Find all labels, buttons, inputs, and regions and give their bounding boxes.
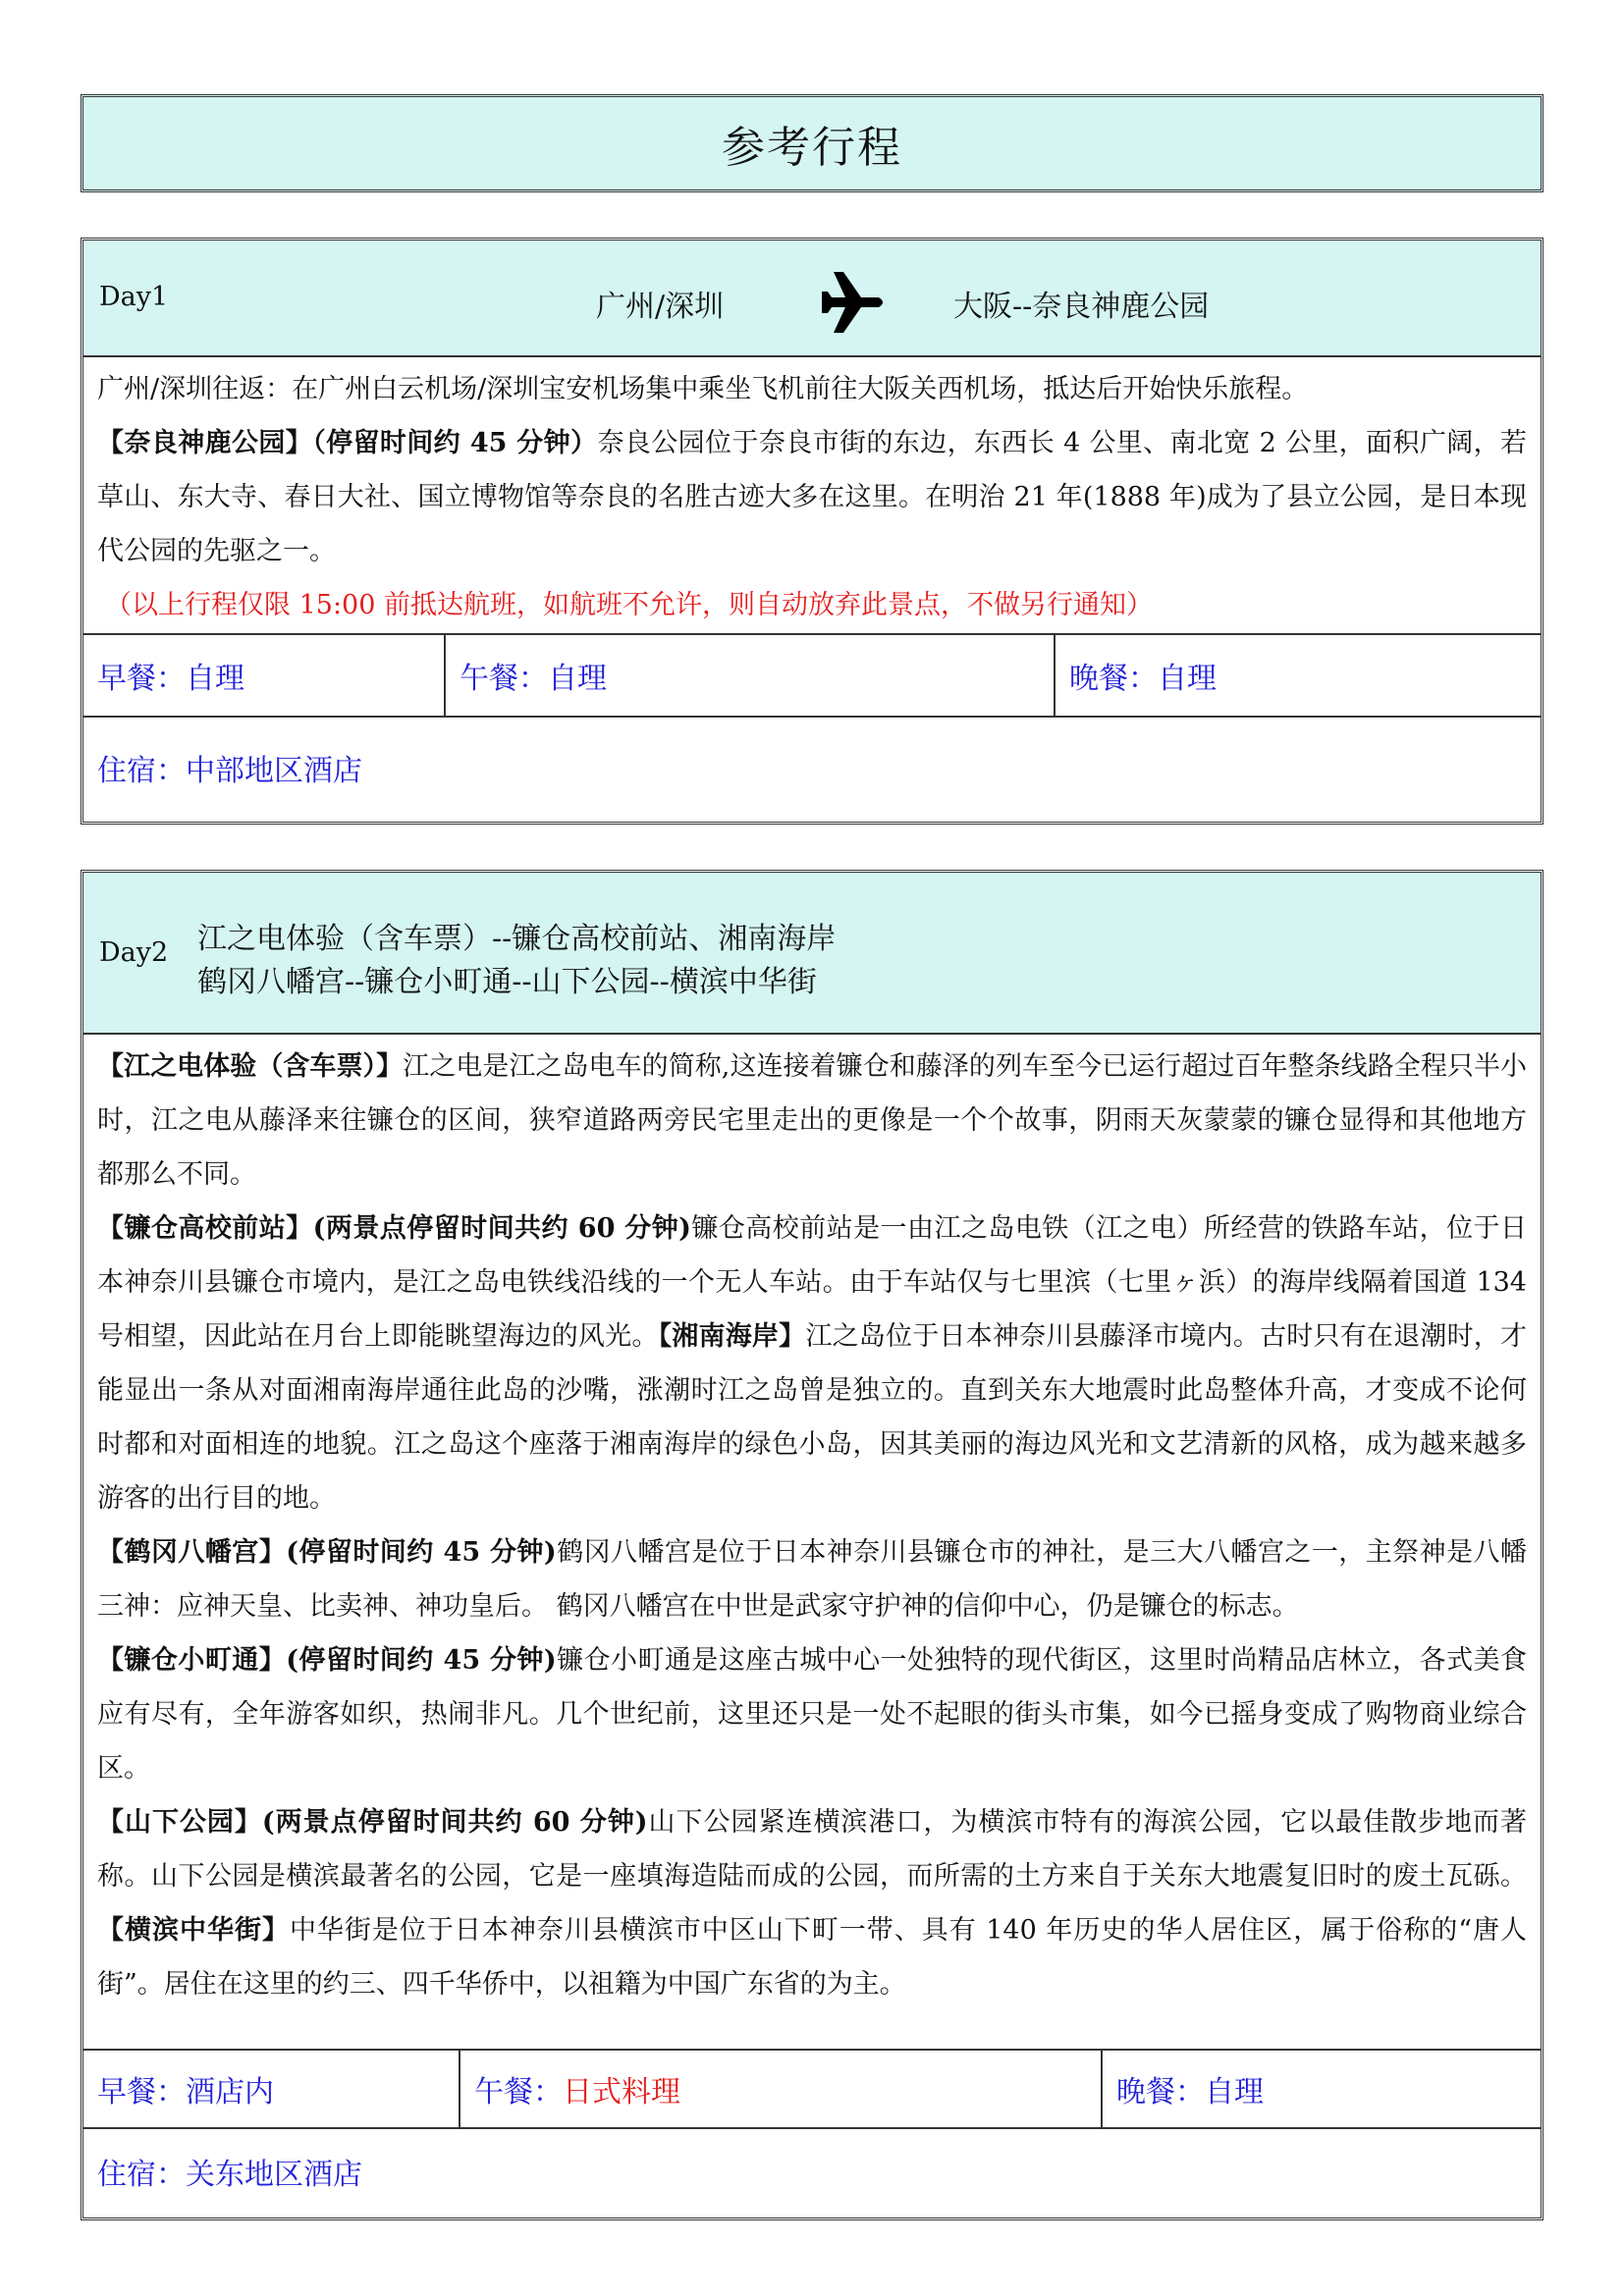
chinatown-text: 中华街是位于日本神奈川县横滨市中区山下町一带、具有 140 年历史的华人居住区，属于俗称的“唐人街”。居住在这里的约三、四千华侨中，以祖籍为中国广东省的为主。: [97, 1915, 1527, 2000]
chinatown-title: 【横滨中华街】: [97, 1915, 290, 1946]
kamakura-koko-title: 【镰仓高校前站】: [97, 1213, 313, 1244]
lunch-value: 自理: [548, 662, 607, 696]
day1-dinner: [1056, 635, 1541, 716]
day1-stay: [83, 716, 1541, 820]
day1-meals: [83, 633, 1541, 718]
day2-p2: [97, 1201, 1527, 1525]
airplane-icon: [820, 268, 889, 337]
tsurugaoka-stay: (停留时间约 45 分钟): [286, 1537, 557, 1568]
stay-label: 住宿：: [97, 2158, 186, 2192]
dinner-label: 晚餐：: [1069, 662, 1158, 696]
itinerary-title-box: [81, 94, 1543, 192]
day2-dinner: [1103, 2051, 1541, 2127]
day2-header: [83, 873, 1541, 1035]
day1-header: [83, 240, 1541, 357]
dinner-value: 自理: [1158, 662, 1217, 696]
day2-route-line2: 鹤冈八幡宫--镰仓小町通--山下公园--横滨中华街: [197, 965, 817, 999]
day1-intro: 广州/深圳往返：在广州白云机场/深圳宝安机场集中乘坐飞机前往大阪关西机场，抵达后开始快乐旅程。: [97, 374, 1309, 404]
dinner-value: 自理: [1205, 2075, 1264, 2109]
yamashita-text: 山下公园紧连横滨港口，为横滨市特有的海滨公园，它以最佳散步地而著称。山下公园是横滨最著名的公园，它是一座填海造陆而成的公园，而所需的土方来自于关东大地震复旧时的废土瓦砾。: [97, 1807, 1527, 1892]
shonan-title: 【湘南海岸】: [658, 1321, 806, 1352]
lunch-value: 日式料理: [563, 2075, 680, 2109]
day2-p4: [97, 1633, 1527, 1795]
day1-breakfast: [83, 635, 446, 716]
breakfast-value: 自理: [186, 662, 244, 696]
tsurugaoka-text: 鹤冈八幡宫是位于日本神奈川县镰仓市的神社，是三大八幡宫之一，主祭神是八幡三神：应神天皇、比卖神、神功皇后。 鹤冈八幡宫在中世是武家守护神的信仰中心，仍是镰仓的标志。: [97, 1537, 1527, 1622]
kamakura-koko-stay: (两景点停留时间共约 60 分钟): [312, 1213, 691, 1244]
stay-label: 住宿：: [97, 754, 186, 788]
komachi-title: 【镰仓小町通】: [97, 1645, 287, 1676]
komachi-text: 镰仓小町通是这座古城中心一处独特的现代街区，这里时尚精品店林立，各式美食应有尽有，全年游客如织，热闹非凡。几个世纪前，这里还只是一处不起眼的街头市集，如今已摇身变成了购物商业综合区。: [97, 1645, 1527, 1784]
enoden-title: 【江之电体验（含车票）】: [97, 1051, 404, 1082]
day2-label: Day2: [99, 937, 169, 968]
yamashita-stay: (两景点停留时间共约 60 分钟): [261, 1807, 648, 1838]
day1-spot-stay: （停留时间约 45 分钟）: [312, 428, 598, 458]
day1-lunch: [446, 635, 1056, 716]
day2-breakfast: [83, 2051, 460, 2127]
day1-spot-name: 【奈良神鹿公园】: [97, 428, 313, 458]
day2-route-line1: 江之电体验（含车票）--镰仓高校前站、湘南海岸: [197, 922, 837, 956]
day1-to: 大阪--奈良神鹿公园: [953, 290, 1210, 324]
day2-section: [81, 870, 1543, 2220]
day1-label: Day1: [99, 282, 169, 312]
day1-from: 广州/深圳: [596, 290, 725, 324]
day1-content: [97, 362, 1527, 632]
day2-meals: [83, 2049, 1541, 2129]
day1-spot-desc: 奈良公园位于奈良市街的东边，东西长 4 公里、南北宽 2 公里，面积广阔，若草山、东大寺、春日大社、国立博物馆等奈良的名胜古迹大多在这里。在明治 21 年(1888 年)成为了县立公园，是日本现代公园的先驱之一。: [97, 428, 1528, 566]
day2-p5: [97, 1795, 1527, 2011]
yamashita-title: 【山下公园】: [97, 1807, 262, 1838]
day1-section: [81, 238, 1543, 825]
komachi-stay: (停留时间约 45 分钟): [286, 1645, 557, 1676]
breakfast-label: 早餐：: [97, 662, 186, 696]
day2-stay: [83, 2127, 1541, 2216]
lunch-label: 午餐：: [460, 662, 548, 696]
dinner-label: 晚餐：: [1116, 2075, 1205, 2109]
lunch-label: 午餐：: [474, 2075, 563, 2109]
day1-notice: （以上行程仅限 15:00 前抵达航班，如航班不允许，则自动放弃此景点，不做另行通知）: [105, 590, 1153, 620]
shonan-text: 江之岛位于日本神奈川县藤泽市境内。古时只有在退潮时，才能显出一条从对面湘南海岸通往此岛的沙嘴，涨潮时江之岛曾是独立的。直到关东大地震时此岛整体升高，才变成不论何时都和对面相连的地貌。江之岛这个座落于湘南海岸的绿色小岛，因其美丽的海边风光和文艺清新的风格，成为越来越多游客的出行目的地。: [97, 1321, 1528, 1514]
day2-p3: [97, 1525, 1527, 1633]
stay-value: 中部地区酒店: [186, 754, 362, 788]
page-title: 参考行程: [722, 123, 902, 173]
kamakura-koko-text: 镰仓高校前站是一由江之岛电铁（江之电）所经营的铁路车站，位于日本神奈川县镰仓市境内，是江之岛电铁线沿线的一个无人车站。由于车站仅与七里滨（七里ヶ浜）的海岸线隔着国道 134 号相望，因此站在月台上即能眺望海边的风光。: [97, 1213, 1527, 1352]
stay-value: 关东地区酒店: [186, 2158, 362, 2192]
day1-paragraph: [97, 416, 1527, 578]
enoden-text: 江之电是江之岛电车的简称,这连接着镰仓和藤泽的列车至今已运行超过百年整条线路全程只半小时，江之电从藤泽来往镰仓的区间，狭窄道路两旁民宅里走出的更像是一个个故事，阴雨天灰蒙蒙的镰仓显得和其他地方都那么不同。: [97, 1051, 1527, 1190]
tsurugaoka-title: 【鹤冈八幡宫】: [97, 1537, 287, 1568]
breakfast-label: 早餐：: [97, 2075, 186, 2109]
day2-lunch: [460, 2051, 1103, 2127]
day2-p1: [97, 1040, 1527, 1201]
day2-content: [97, 1040, 1527, 2011]
breakfast-value: 酒店内: [186, 2075, 274, 2109]
